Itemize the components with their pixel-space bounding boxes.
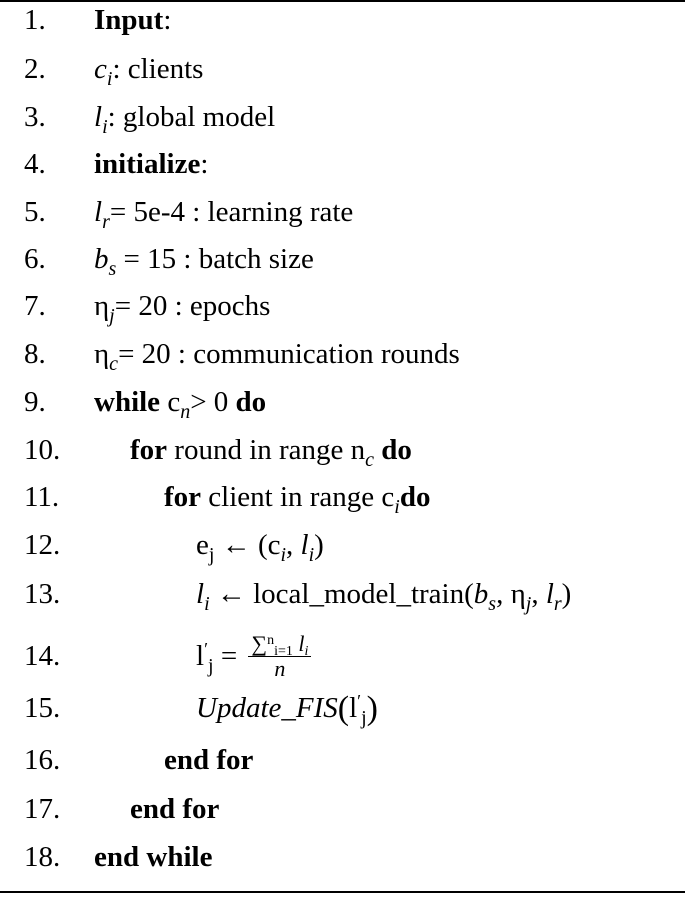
line-number: 11.: [24, 481, 60, 513]
algorithm-line-16: [0, 737, 685, 783]
line-number: 8.: [24, 338, 46, 370]
keyword: for: [130, 434, 168, 466]
algorithm-line-17: [0, 786, 685, 832]
line-number: 2.: [24, 53, 46, 85]
keyword: do: [399, 481, 431, 513]
line-number: 9.: [24, 386, 46, 418]
algorithm-line-18: [0, 834, 685, 880]
algorithm-line-12: 12. $e_j$ ← ($c_i$, $l_i$): [0, 522, 685, 568]
algorithm-line-7: 7. $\eta_j= 20$ : epochs: [0, 283, 685, 329]
algorithm-line-9: 9. while $c_n> 0$ do: [0, 379, 685, 425]
algorithm-line-13: 13. $l_i$ ← $local\_model\_train(b_s$, $\eta_j$, $l_r$): [0, 571, 685, 617]
keyword: while: [94, 386, 161, 418]
keyword: initialize: [94, 148, 201, 180]
line-number: 16.: [24, 744, 61, 776]
line-number: 6.: [24, 243, 46, 275]
keyword: end while: [94, 841, 213, 873]
line-number: 10.: [24, 434, 61, 466]
algorithm-line-1: 1. Input:: [0, 0, 685, 43]
line-number: 3.: [24, 101, 46, 133]
line-number: 13.: [24, 578, 61, 610]
algorithm-line-11: 11. for client in range $c_ido$: [0, 474, 685, 520]
line-number: 5.: [24, 196, 46, 228]
line-number: 4.: [24, 148, 46, 180]
algorithm-line-6: 6. $b_s = 15$ : batch size: [0, 236, 685, 282]
line-number: 18.: [24, 841, 61, 873]
keyword: do: [235, 386, 267, 418]
line-number: 14.: [24, 640, 61, 672]
keyword: end for: [130, 793, 220, 825]
algorithm-line-8: 8. $\eta_c= 20$ : communication rounds: [0, 331, 685, 377]
bottom-rule: [0, 891, 685, 893]
algorithm-line-10: 10. for round in range $n_c$ do: [0, 427, 685, 473]
line-number: 15.: [24, 692, 61, 724]
keyword: do: [381, 434, 412, 466]
algorithm-line-4: 4. initialize:: [0, 141, 685, 187]
line-number: 17.: [24, 793, 61, 825]
algorithm-line-5: 5. $l_r= 5e-4$ : learning rate: [0, 189, 685, 235]
sum-fraction: $\frac{\sum^n_{i=1} l_i}{n}$: [248, 633, 311, 680]
algorithm-line-2: 2. $c_i$: clients: [0, 46, 685, 92]
keyword: for: [164, 481, 202, 513]
line-number: 12.: [24, 529, 61, 561]
algorithm-line-14: 14. $l'_j$ = $\frac{\sum^n_{i=1} l_i}{n}$: [0, 626, 685, 686]
keyword: Input: [94, 4, 164, 36]
algorithm-line-3: 3. $l_i$: global model: [0, 94, 685, 140]
line-number: 1.: [24, 4, 46, 36]
algorithm-line-15: 15. $Update\_FIS(l'_j)$: [0, 685, 685, 731]
keyword: end for: [164, 744, 254, 776]
line-number: 7.: [24, 290, 46, 322]
